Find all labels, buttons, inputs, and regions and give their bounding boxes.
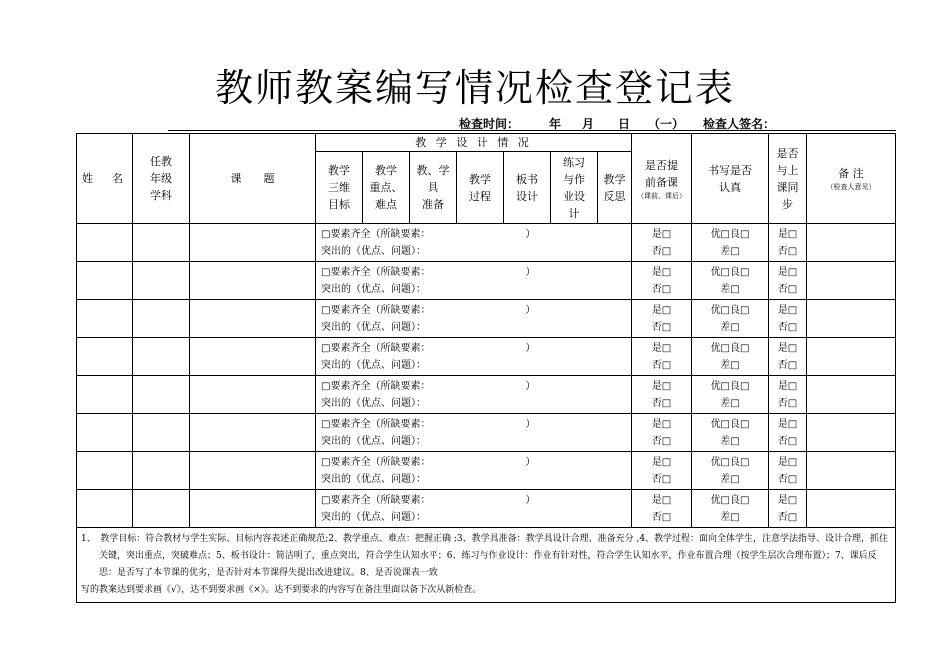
- inspection-week-label: （一）: [648, 117, 685, 131]
- cell-writing[interactable]: [692, 452, 769, 490]
- inspection-year-label: 年: [549, 117, 562, 131]
- cell-grade-subject[interactable]: [133, 376, 190, 414]
- checkbox-yes: 是□: [651, 456, 672, 468]
- cell-grade-subject[interactable]: [133, 414, 190, 452]
- checkbox-no: 否□: [777, 359, 798, 371]
- cell-name[interactable]: [77, 414, 133, 452]
- checkbox-no: 否□: [651, 283, 672, 295]
- grade-poor-option: 差□: [720, 359, 740, 371]
- grade-good-options: 优□良□: [710, 380, 750, 392]
- grade-good-options: 优□良□: [710, 456, 750, 468]
- cell-prepared[interactable]: [632, 338, 692, 376]
- cell-sync[interactable]: [769, 224, 807, 262]
- checkbox-no: 否□: [777, 283, 798, 295]
- header-sub-exercise: 练习 与作 业设 计: [551, 152, 598, 224]
- cell-sync[interactable]: [769, 452, 807, 490]
- cell-topic[interactable]: [190, 262, 316, 300]
- grade-good-options: 优□良□: [710, 494, 750, 506]
- checkbox-no: 否□: [651, 511, 672, 523]
- cell-writing[interactable]: [692, 262, 769, 300]
- cell-remark[interactable]: [807, 300, 896, 338]
- grade-poor-option: 差□: [720, 473, 740, 485]
- cell-prepared[interactable]: [632, 300, 692, 338]
- grade-poor-option: 差□: [720, 283, 740, 295]
- table-row: [77, 224, 896, 262]
- cell-sync[interactable]: [769, 300, 807, 338]
- checkbox-yes: 是□: [777, 380, 798, 392]
- header-sub-objectives: 教学 三维 目标: [316, 152, 363, 224]
- cell-name[interactable]: [77, 300, 133, 338]
- header-topic: 课 题: [190, 134, 316, 224]
- inspection-time-label: 检查时间：: [459, 117, 520, 131]
- checkbox-yes: 是□: [651, 304, 672, 316]
- cell-name[interactable]: [77, 452, 133, 490]
- cell-writing[interactable]: [692, 414, 769, 452]
- cell-topic[interactable]: [190, 224, 316, 262]
- cell-topic[interactable]: [190, 490, 316, 528]
- cell-remark[interactable]: [807, 262, 896, 300]
- cell-writing[interactable]: [692, 300, 769, 338]
- header-sub-keypoints: 教学 重点、 难点: [363, 152, 410, 224]
- cell-grade-subject[interactable]: [133, 300, 190, 338]
- cell-remark[interactable]: [807, 376, 896, 414]
- header-writing: 书写是否 认真: [692, 134, 769, 224]
- table-row: [77, 376, 896, 414]
- cell-remark[interactable]: [807, 452, 896, 490]
- checkbox-yes: 是□: [777, 342, 798, 354]
- cell-grade-subject[interactable]: [133, 338, 190, 376]
- cell-sync[interactable]: [769, 376, 807, 414]
- table-row: [77, 414, 896, 452]
- cell-design-check[interactable]: □要素齐全（所缺要素： ） 突出的（优点、问题）：: [316, 490, 632, 528]
- cell-design-check[interactable]: □要素齐全（所缺要素： ） 突出的（优点、问题）：: [316, 300, 632, 338]
- cell-writing[interactable]: [692, 338, 769, 376]
- checkbox-yes: 是□: [777, 304, 798, 316]
- header-sync: 是否 与上 课同 步: [769, 134, 807, 224]
- cell-remark[interactable]: [807, 490, 896, 528]
- cell-remark[interactable]: [807, 224, 896, 262]
- grade-good-options: 优□良□: [710, 266, 750, 278]
- cell-design-check[interactable]: □要素齐全（所缺要素： ） 突出的（优点、问题）：: [316, 338, 632, 376]
- inspection-table: [76, 133, 896, 603]
- checkbox-no: 否□: [651, 359, 672, 371]
- cell-prepared[interactable]: [632, 376, 692, 414]
- cell-design-check[interactable]: □要素齐全（所缺要素： ） 突出的（优点、问题）：: [316, 414, 632, 452]
- cell-prepared[interactable]: [632, 414, 692, 452]
- cell-remark[interactable]: [807, 414, 896, 452]
- header-sub-board: 板书 设计: [504, 152, 551, 224]
- checkbox-no: 否□: [651, 321, 672, 333]
- cell-sync[interactable]: [769, 490, 807, 528]
- checkbox-no: 否□: [651, 473, 672, 485]
- checkbox-yes: 是□: [777, 266, 798, 278]
- cell-design-check[interactable]: □要素齐全（所缺要素： ） 突出的（优点、问题）：: [316, 376, 632, 414]
- header-remark: 备 注 （检查人意见）: [807, 134, 896, 224]
- grade-poor-option: 差□: [720, 321, 740, 333]
- page-title: 教师教案编写情况检查登记表: [214, 66, 735, 110]
- cell-name[interactable]: [77, 376, 133, 414]
- cell-design-check[interactable]: □要素齐全（所缺要素： ） 突出的（优点、问题）：: [316, 262, 632, 300]
- inspection-day-label: 日: [618, 117, 631, 131]
- checkbox-yes: 是□: [777, 418, 798, 430]
- grade-good-options: 优□良□: [710, 418, 750, 430]
- cell-sync[interactable]: [769, 414, 807, 452]
- checkbox-no: 否□: [777, 321, 798, 333]
- cell-design-check[interactable]: □要素齐全（所缺要素： ） 突出的（优点、问题）：: [316, 224, 632, 262]
- table-row: [77, 338, 896, 376]
- cell-name[interactable]: [77, 262, 133, 300]
- table-row: [77, 262, 896, 300]
- table-row: [77, 300, 896, 338]
- grade-good-options: 优□良□: [710, 342, 750, 354]
- checkbox-no: 否□: [777, 397, 798, 409]
- cell-topic[interactable]: [190, 300, 316, 338]
- checkbox-yes: 是□: [651, 418, 672, 430]
- cell-grade-subject[interactable]: [133, 452, 190, 490]
- cell-prepared[interactable]: [632, 490, 692, 528]
- checkbox-no: 否□: [777, 435, 798, 447]
- cell-topic[interactable]: [190, 452, 316, 490]
- checkbox-no: 否□: [651, 435, 672, 447]
- cell-design-check[interactable]: □要素齐全（所缺要素： ） 突出的（优点、问题）：: [316, 452, 632, 490]
- notes-item-1: 1、 教学目标：符合教材与学生实际、目标内容表述正确规范;2、教学重点、难点：把握正确 ;3、教学具准备：教学具设计合理、准备充分 ,4、教学过程：面向全体学生，注意学法指导、设计合理，抓住关键，突出重点，突破难点；5、板书设计：简洁明了，重点突出，符合学生认知水平；6、练习与作业设计：作业有针对性，符合学生认知水平，作业布置合理（按学生层次合理布置）；7、课后反思：是否写了本节课的优劣，是否针对本节课得失提出改进建议。8、是否说课表一致: [81, 534, 889, 578]
- inspection-underline: [168, 130, 896, 131]
- checkbox-no: 否□: [777, 473, 798, 485]
- cell-grade-subject[interactable]: [133, 224, 190, 262]
- cell-topic[interactable]: [190, 376, 316, 414]
- checkbox-yes: 是□: [651, 228, 672, 240]
- cell-writing[interactable]: [692, 224, 769, 262]
- checkbox-no: 否□: [651, 245, 672, 257]
- cell-prepared[interactable]: [632, 452, 692, 490]
- cell-topic[interactable]: [190, 414, 316, 452]
- checkbox-yes: 是□: [651, 342, 672, 354]
- checkbox-yes: 是□: [777, 228, 798, 240]
- grade-poor-option: 差□: [720, 435, 740, 447]
- cell-prepared[interactable]: [632, 224, 692, 262]
- grade-poor-option: 差□: [720, 511, 740, 523]
- grade-good-options: 优□良□: [710, 304, 750, 316]
- header-grade-subject: 任教 年级 学科: [133, 134, 190, 224]
- header-sub-process: 教学 过程: [457, 152, 504, 224]
- header-sub-reflection: 教学 反思: [598, 152, 632, 224]
- cell-grade-subject[interactable]: [133, 490, 190, 528]
- checkbox-yes: 是□: [651, 494, 672, 506]
- inspection-month-label: 月: [582, 117, 595, 131]
- cell-name[interactable]: [77, 490, 133, 528]
- checkbox-no: 否□: [777, 245, 798, 257]
- header-name: 姓 名: [77, 134, 133, 224]
- cell-name[interactable]: [77, 338, 133, 376]
- grade-poor-option: 差□: [720, 397, 740, 409]
- cell-writing[interactable]: [692, 490, 769, 528]
- header-prepared: 是否提 前备课 （课前、课后）: [632, 134, 692, 224]
- cell-remark[interactable]: [807, 338, 896, 376]
- cell-grade-subject[interactable]: [133, 262, 190, 300]
- table-row: [77, 490, 896, 528]
- cell-topic[interactable]: [190, 338, 316, 376]
- checkbox-yes: 是□: [777, 456, 798, 468]
- notes-item-2: 写的教案达到要求画《√》，达不到要求画《×》。达不到要求的内容写在备注里面以备下次从新检查。: [81, 585, 482, 595]
- cell-prepared[interactable]: [632, 262, 692, 300]
- checkbox-no: 否□: [777, 511, 798, 523]
- cell-name[interactable]: [77, 224, 133, 262]
- checkbox-yes: 是□: [651, 266, 672, 278]
- header-sub-materials: 教、学 具 准备: [410, 152, 457, 224]
- cell-sync[interactable]: [769, 262, 807, 300]
- grade-poor-option: 差□: [720, 245, 740, 257]
- checkbox-yes: 是□: [777, 494, 798, 506]
- table-row: [77, 452, 896, 490]
- checkbox-yes: 是□: [651, 380, 672, 392]
- cell-writing[interactable]: [692, 376, 769, 414]
- notes-cell: [77, 528, 896, 603]
- inspector-signature-label: 检查人签名：: [703, 117, 776, 131]
- header-design-group: 教 学 设 计 情 况: [316, 134, 632, 152]
- checkbox-no: 否□: [651, 397, 672, 409]
- grade-good-options: 优□良□: [710, 228, 750, 240]
- table-body: [77, 224, 896, 528]
- cell-sync[interactable]: [769, 338, 807, 376]
